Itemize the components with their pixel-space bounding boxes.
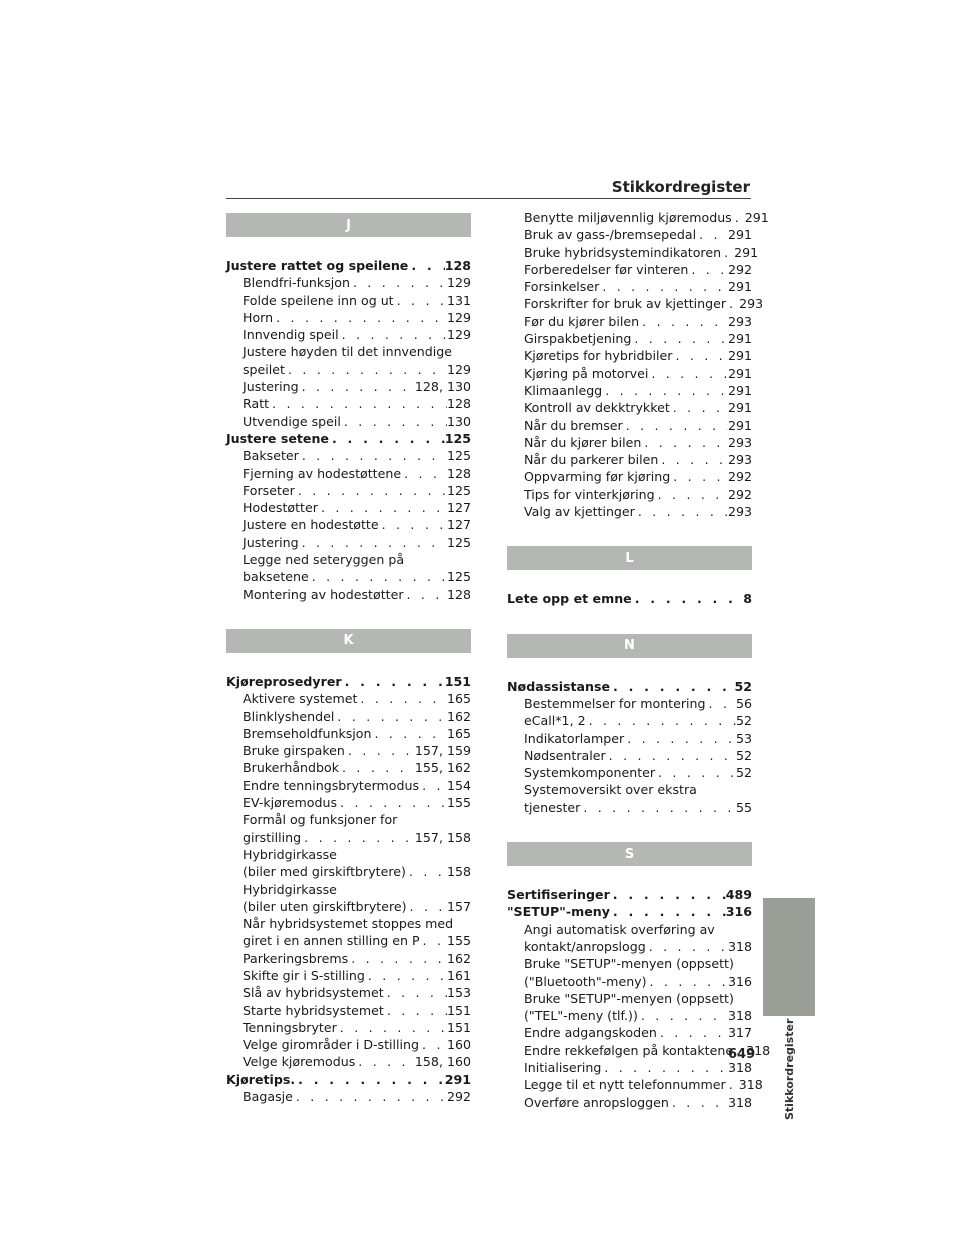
index-subentry[interactable]: Justering . . . 125: [226, 534, 471, 551]
section-header-s: S: [507, 842, 752, 866]
index-subentry[interactable]: Initialisering . . . 318: [507, 1059, 752, 1076]
index-subentry[interactable]: Før du kjører bilen . . . 293: [507, 313, 752, 330]
index-subentry[interactable]: Starte hybridsystemet . . . 151: [226, 1002, 471, 1019]
index-subentry-line: Når hybridsystemet stoppes med: [243, 916, 454, 932]
index-subentry[interactable]: Benytte miljøvennlig kjøremodus . . . 291: [507, 209, 752, 226]
index-subentry[interactable]: EV-kjøremodus . . . 155: [226, 794, 471, 811]
index-entry[interactable]: Justere setene . . . 125: [226, 430, 471, 447]
index-subentry-line: Legge ned seteryggen på: [243, 552, 405, 568]
index-entry[interactable]: Kjøreprosedyrer . . . 151: [226, 673, 471, 690]
index-subentry[interactable]: Fjerning av hodestøttene . . . 128: [226, 465, 471, 482]
index-subentry[interactable]: Tenningsbryter . . . 151: [226, 1019, 471, 1036]
index-subentry[interactable]: Innvendig speil . . . 129: [226, 326, 471, 343]
index-subentry-line: Hybridgirkasse: [243, 846, 337, 862]
index-subentry[interactable]: Forskrifter for bruk av kjettinger . . . 293: [507, 295, 752, 312]
index-subentry-line: Bruke "SETUP"-menyen (oppsett): [524, 990, 734, 1006]
section-header-j: J: [226, 213, 471, 237]
index-subentry[interactable]: Utvendige speil . . . 130: [226, 413, 471, 430]
index-subentry[interactable]: (biler uten girskiftbrytere) . . . 157: [226, 898, 471, 915]
index-subentry[interactable]: Oppvarming før kjøring . . . 292: [507, 468, 752, 485]
index-subentry[interactable]: Endre rekkefølgen på kontaktene . . . 318: [507, 1042, 752, 1059]
index-subentry[interactable]: Forberedelser før vinteren . . . 292: [507, 261, 752, 278]
index-subentry[interactable]: kontakt/anropslogg . . . 318: [507, 938, 752, 955]
index-subentry[interactable]: giret i en annen stilling en P . . . 155: [226, 932, 471, 949]
index-subentry[interactable]: Horn . . . 129: [226, 309, 471, 326]
index-subentry[interactable]: Velge kjøremodus . . . 158, 160: [226, 1053, 471, 1070]
page-number: 649: [728, 1047, 756, 1062]
index-subentry[interactable]: Overføre anropsloggen . . . 318: [507, 1094, 752, 1111]
side-tab-label: Stikkordregister: [783, 1018, 796, 1120]
index-entry[interactable]: Kjøretips. . . . 291: [226, 1071, 471, 1088]
index-entry[interactable]: Nødassistanse . . . 52: [507, 678, 752, 695]
index-subentry-line: Justere høyden til det innvendige: [243, 344, 452, 360]
index-subentry[interactable]: Montering av hodestøtter . . . 128: [226, 586, 471, 603]
index-column-left: [226, 213, 471, 1105]
index-subentry[interactable]: ("Bluetooth"-meny) . . . 316: [507, 973, 752, 990]
index-subentry[interactable]: Girspakbetjening . . . 291: [507, 330, 752, 347]
index-subentry[interactable]: Bagasje . . . 292: [226, 1088, 471, 1105]
index-subentry[interactable]: Blendfri-funksjon . . . 129: [226, 274, 471, 291]
side-tab-label-box: [781, 1016, 797, 1126]
index-subentry[interactable]: Endre adgangskoden . . . 317: [507, 1024, 752, 1041]
index-column-right: [507, 209, 771, 1111]
header-rule: [226, 198, 751, 199]
side-thumb-tab[interactable]: [763, 898, 815, 1016]
index-subentry[interactable]: girstilling . . . 157, 158: [226, 829, 471, 846]
index-subentry-line: Hybridgirkasse: [243, 881, 337, 897]
index-subentry[interactable]: Valg av kjettinger . . . 293: [507, 503, 752, 520]
index-subentry[interactable]: Forsinkelser . . . 291: [507, 278, 752, 295]
section-header-k: K: [226, 629, 471, 653]
index-subentry[interactable]: Hodestøtter . . . 127: [226, 499, 471, 516]
section-header-l: L: [507, 546, 752, 570]
index-subentry[interactable]: Bruk av gass-/bremsepedal . . . 291: [507, 226, 752, 243]
index-subentry[interactable]: ("TEL"-meny (tlf.)) . . . 318: [507, 1007, 752, 1024]
index-subentry-line: Systemoversikt over ekstra: [524, 782, 697, 798]
index-subentry[interactable]: eCall*1, 2 . . . 52: [507, 712, 752, 729]
index-subentry[interactable]: Kjøretips for hybridbiler . . . 291: [507, 347, 752, 364]
index-entry[interactable]: Sertifiseringer . . . 489: [507, 886, 752, 903]
index-subentry[interactable]: Parkeringsbrems . . . 162: [226, 950, 471, 967]
index-subentry[interactable]: baksetene . . . 125: [226, 568, 471, 585]
index-subentry[interactable]: Aktivere systemet . . . 165: [226, 690, 471, 707]
index-subentry[interactable]: Blinklyshendel . . . 162: [226, 708, 471, 725]
index-subentry[interactable]: Ratt . . . 128: [226, 395, 471, 412]
index-subentry[interactable]: Klimaanlegg . . . 291: [507, 382, 752, 399]
index-subentry[interactable]: Folde speilene inn og ut . . . 131: [226, 292, 471, 309]
index-subentry[interactable]: Justere en hodestøtte . . . 127: [226, 516, 471, 533]
index-subentry[interactable]: Bruke girspaken . . . 157, 159: [226, 742, 471, 759]
index-subentry[interactable]: Bestemmelser for montering . . . 56: [507, 695, 752, 712]
index-subentry[interactable]: Kontroll av dekktrykket . . . 291: [507, 399, 752, 416]
index-subentry-line: Angi automatisk overføring av: [524, 921, 715, 937]
index-subentry[interactable]: tjenester . . . 55: [507, 799, 752, 816]
index-subentry[interactable]: Bruke hybridsystemindikatoren . . . 291: [507, 244, 752, 261]
index-subentry[interactable]: Brukerhåndbok . . . 155, 162: [226, 759, 471, 776]
index-subentry-line: Formål og funksjoner for: [243, 812, 398, 828]
index-subentry[interactable]: Forseter . . . 125: [226, 482, 471, 499]
index-entry[interactable]: "SETUP"-meny . . . 316: [507, 903, 752, 920]
index-subentry[interactable]: Velge girområder i D-stilling . . . 160: [226, 1036, 471, 1053]
section-header-n: N: [507, 634, 752, 658]
index-subentry[interactable]: Indikatorlamper . . . 53: [507, 730, 752, 747]
index-subentry-line: Bruke "SETUP"-menyen (oppsett): [524, 956, 734, 972]
index-subentry[interactable]: speilet . . . 129: [226, 361, 471, 378]
index-subentry[interactable]: Bakseter . . . 125: [226, 447, 471, 464]
index-subentry[interactable]: (biler med girskiftbrytere) . . . 158: [226, 863, 471, 880]
index-subentry[interactable]: Legge til et nytt telefonnummer . . . 318: [507, 1076, 752, 1093]
index-entry[interactable]: Lete opp et emne . . . 8: [507, 590, 752, 607]
index-subentry[interactable]: Når du bremser . . . 291: [507, 417, 752, 434]
index-subentry[interactable]: Slå av hybridsystemet . . . 153: [226, 984, 471, 1001]
index-entry[interactable]: Justere rattet og speilene . . . 128: [226, 257, 471, 274]
index-subentry[interactable]: Endre tenningsbrytermodus . . . 154: [226, 777, 471, 794]
index-subentry[interactable]: Justering . . . 128, 130: [226, 378, 471, 395]
index-subentry[interactable]: Tips for vinterkjøring . . . 292: [507, 486, 752, 503]
index-subentry[interactable]: Nødsentraler . . . 52: [507, 747, 752, 764]
index-subentry[interactable]: Når du kjører bilen . . . 293: [507, 434, 752, 451]
index-subentry[interactable]: Systemkomponenter . . . 52: [507, 764, 752, 781]
page-header-title: Stikkordregister: [611, 178, 750, 196]
index-subentry[interactable]: Kjøring på motorvei . . . 291: [507, 365, 752, 382]
index-subentry[interactable]: Skifte gir i S-stilling . . . 161: [226, 967, 471, 984]
index-subentry[interactable]: Bremseholdfunksjon . . . 165: [226, 725, 471, 742]
index-subentry[interactable]: Når du parkerer bilen . . . 293: [507, 451, 752, 468]
